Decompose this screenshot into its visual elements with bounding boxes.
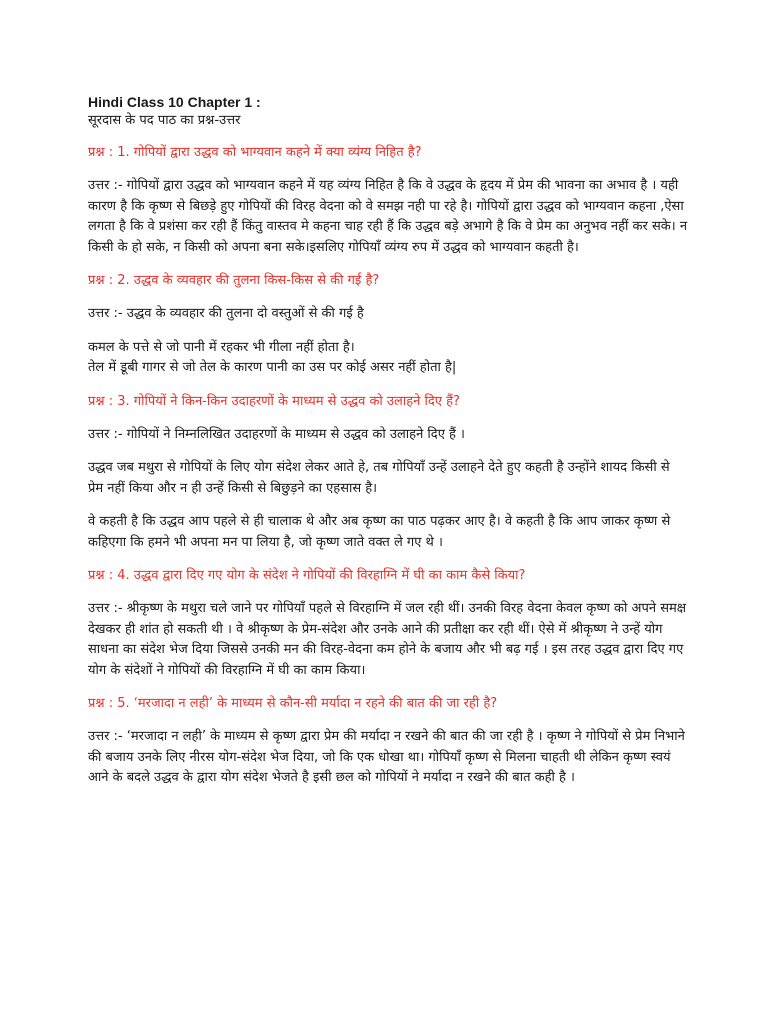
- answer-3-para-1: उत्तर :- गोपियों ने निम्नलिखित उदाहरणों के माध्यम से उद्धव को उलाहने दिए हैं ।: [88, 426, 465, 442]
- answer-5-para-1: उत्तर :- ‘मरजादा न लही’ के माध्यम से कृष्ण द्वारा प्रेम की मर्यादा न रखने की बात की जा रही है । कृष्ण ने गोपियों से प्रेम निभाने की बजाय उनके लिए नीरस योग-संदेश भेज दिया, जो कि एक धोखा था। गोपियाँ कृष्ण से मिलना चाहती थी लेकिन कृष्ण स्वयं आने के बदले उद्धव के द्वारा योग संदेश भेजते है इसी छल को गोपियों ने मर्यादा न रखने की बात कही है ।: [88, 729, 685, 785]
- document-title: Hindi Class 10 Chapter 1 :: [88, 94, 261, 110]
- answer-2-line-2: तेल में डूबी गागर से जो तेल के कारण पानी का उस पर कोई असर नहीं होता है|: [88, 360, 457, 375]
- question-4: प्रश्न : 4. उद्धव द्वारा दिए गए योग के संदेश ने गोपियों की विरहाग्नि में घी का काम कैसे किया?: [88, 568, 526, 583]
- question-1: प्रश्न : 1. गोपियों द्वारा उद्धव को भाग्यवान कहने में क्या व्यंग्य निहित है?: [88, 145, 422, 160]
- answer-3-para-2: उद्धव जब मथुरा से गोपियों के लिए योग संदेश लेकर आते हे, तब गोपियाँ उन्हें उलाहने देते हुए कहती है उन्होंने शायद किसी से प्रेम नहीं किया और न ही उन्हें किसी से बिछुड़ने का एहसास है।: [88, 460, 670, 496]
- question-2: प्रश्न : 2. उद्धव के व्यवहार की तुलना किस-किस से की गई है?: [88, 273, 380, 288]
- answer-2-para-1: उत्तर :- उद्धव के व्यवहार की तुलना दो वस्तुओं से की गई है: [88, 306, 364, 321]
- answer-3-para-3: वे कहती है कि उद्धव आप पहले से ही चालाक थे और अब कृष्ण का पाठ पढ़कर आए है। वे कहती है कि आप जाकर कृष्ण से कहिएगा कि हमने भी अपना मन पा लिया है, जो कृष्ण जाते वक्त ले गए थे ।: [88, 514, 671, 550]
- question-3: प्रश्न : 3. गोपियों ने किन-किन उदाहरणों के माध्यम से उद्धव को उलाहने दिए हैं?: [88, 393, 460, 409]
- answer-2-lines: [88, 338, 688, 379]
- answer-2-line-1: कमल के पत्ते से जो पानी में रहकर भी गीला नहीं होता है।: [88, 339, 355, 355]
- question-5: प्रश्न : 5. ‘मरजादा न लही’ के माध्यम से कौन-सी मर्यादा न रहने की बात की जा रही है?: [88, 696, 498, 711]
- document-subtitle: सूरदास के पद पाठ का प्रश्न-उत्तर: [88, 113, 241, 128]
- answer-4-para-1: उत्तर :- श्रीकृष्ण के मथुरा चले जाने पर गोपियाँ पहले से विरहाग्नि में जल रही थीं। उनकी विरह वेदना केवल कृष्ण को अपने समक्ष देखकर ही शांत हो सकती थी । वे श्रीकृष्ण के प्रेम-संदेश और उनके आने की प्रतीक्षा कर रही थीं। ऐसे में श्रीकृष्ण ने उन्हें योग साधना का संदेश भेज दिया जिससे उनकी मन की विरह-वेदना कम होने के बजाय और भी बढ़ गई । इस तरह उद्धव द्वारा दिए गए योग के संदेशों ने गोपियों की विरहाग्नि में घी का काम किया।: [88, 601, 687, 678]
- answer-1-para-1: उत्तर :- गोपियों द्वारा उद्धव को भाग्यवान कहने में यह व्यंग्य निहित है कि वे उद्धव के हृदय में प्रेम की भावना का अभाव है । यही कारण है कि कृष्ण से बिछड़े हुए गोपियों की विरह वेदना को वे समझ नही पा रहे है। गोपियों द्वारा उद्धव को भाग्यवान कहना ,ऐसा लगता है कि वे प्रशंसा कर रही हैं किंतु वास्तव मे कहना चाह रही हैं कि उद्धव बड़े अभागे है कि वे प्रेम का अनुभव नहीं कर सके। न किसी के हो सके, न किसी को अपना बना सके।इसलिए गोपियाँ व्यंग्य रुप में उद्धव को भाग्यवान कहती है।: [88, 178, 688, 255]
